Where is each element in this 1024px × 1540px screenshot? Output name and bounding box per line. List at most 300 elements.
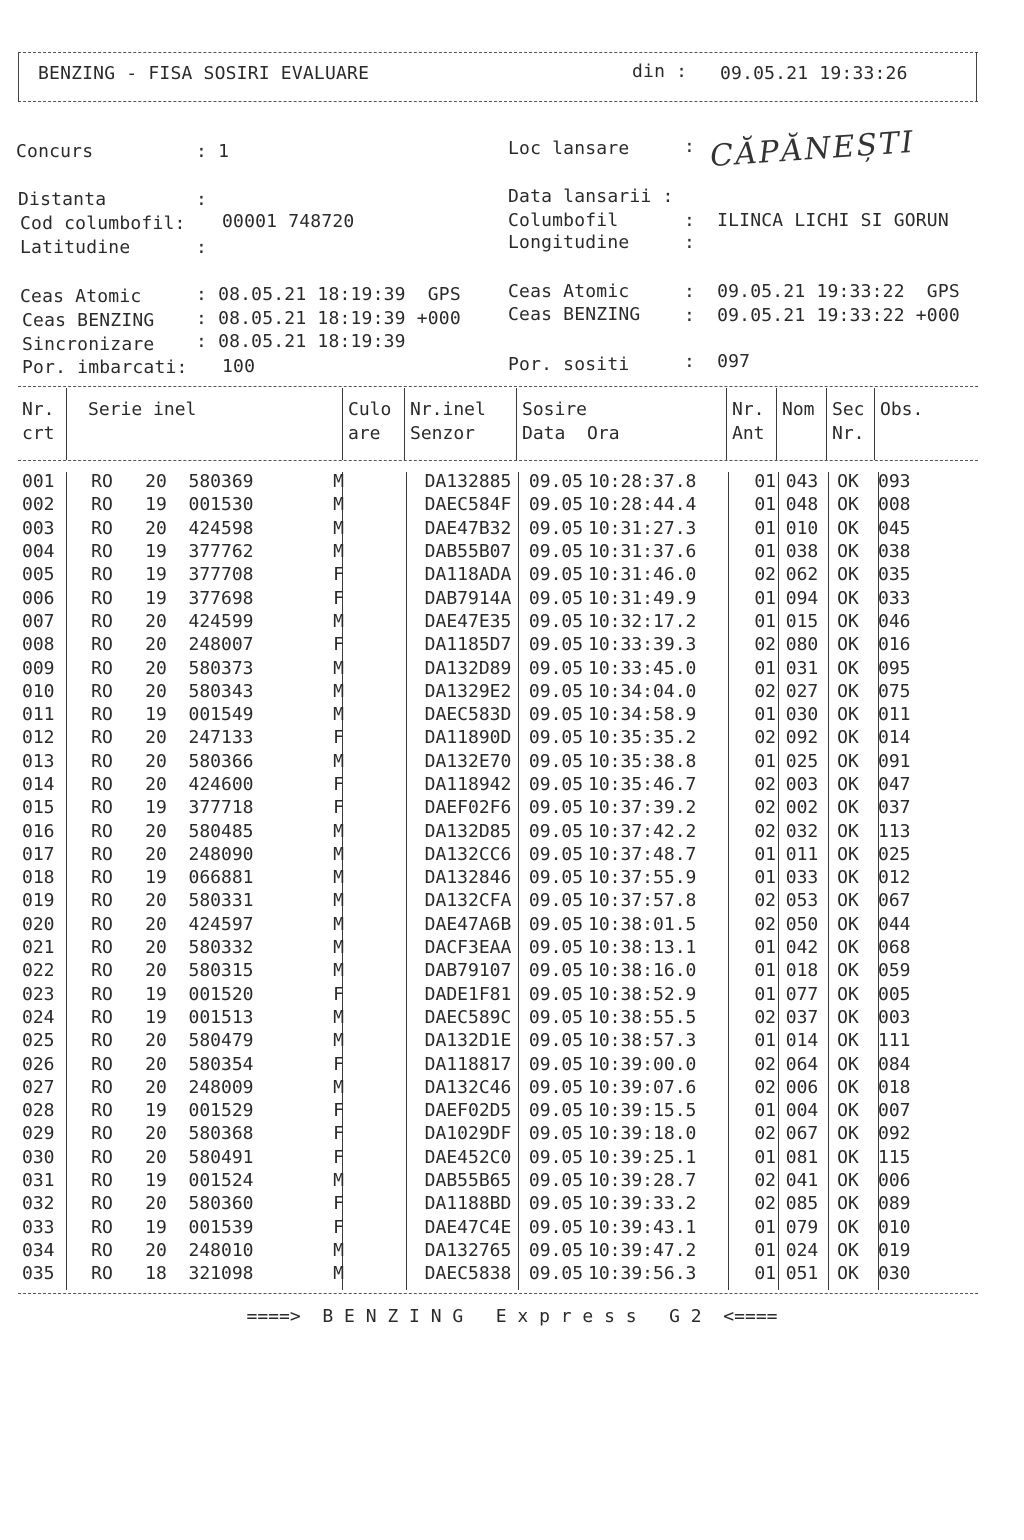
ring-year-cell: 19 xyxy=(145,564,167,586)
obs-cell: 008 xyxy=(878,494,911,516)
ring-year-cell: 20 xyxy=(145,727,167,749)
antenna-number-cell: 02 xyxy=(754,913,776,935)
sensor-ring-cell: DA118817 xyxy=(424,1053,512,1075)
sec-status-cell: OK xyxy=(837,797,859,819)
sincronizare-value: : 08.05.21 18:19:39 xyxy=(196,331,406,352)
col-header-nr-inel-senzor: Nr.inel Senzor xyxy=(410,399,486,444)
sensor-ring-cell: DA1185D7 xyxy=(424,634,512,656)
arrival-time-cell: 10:37:48.7 xyxy=(588,843,697,865)
longitudine-value: : xyxy=(684,232,696,253)
antenna-number-cell: 01 xyxy=(754,1216,776,1238)
ring-country-cell: RO xyxy=(91,1263,113,1285)
row-number-cell: 014 xyxy=(22,774,55,795)
color-cell xyxy=(348,819,412,842)
table-row xyxy=(18,586,958,609)
arrival-time-cell: 10:35:38.8 xyxy=(588,750,697,772)
obs-cell: 093 xyxy=(878,471,911,493)
color-cell xyxy=(348,726,412,749)
distanta-label: Distanta xyxy=(18,189,107,210)
sex-cell: F xyxy=(333,1123,344,1145)
ring-country-cell: RO xyxy=(91,727,113,749)
table-row xyxy=(18,1122,958,1145)
sex-cell: M xyxy=(333,610,344,632)
ring-year-cell: 20 xyxy=(145,750,167,772)
sensor-ring-cell: DA132CFA xyxy=(424,890,512,912)
sensor-ring-cell: DACF3EAA xyxy=(424,937,512,959)
sex-cell: M xyxy=(333,867,344,889)
arrival-time-cell: 10:33:45.0 xyxy=(588,657,697,679)
ring-year-cell: 20 xyxy=(145,843,167,865)
header-right-edge xyxy=(976,52,977,102)
ring-country-cell: RO xyxy=(91,867,113,889)
color-cell xyxy=(348,1262,412,1285)
ceas-benzing-right-value: : 09.05.21 19:33:22 +000 xyxy=(684,305,960,326)
sex-cell: F xyxy=(333,634,344,656)
arrival-date-cell: 09.05 xyxy=(528,983,584,1005)
arrival-time-cell: 10:31:49.9 xyxy=(588,587,697,609)
antenna-number-cell: 02 xyxy=(754,1123,776,1145)
ring-number-cell: 001530 xyxy=(188,494,254,516)
arrival-date-cell: 09.05 xyxy=(528,680,584,702)
sec-status-cell: OK xyxy=(837,541,859,563)
obs-cell: 037 xyxy=(878,797,911,819)
row-number-cell: 029 xyxy=(22,1123,55,1145)
color-cell xyxy=(348,796,412,819)
arrival-date-cell: 09.05 xyxy=(528,1193,584,1215)
columbofil-label: Columbofil xyxy=(508,210,619,231)
ring-country-cell: RO xyxy=(91,774,113,795)
arrival-date-cell: 09.05 xyxy=(528,610,584,632)
arrival-date-cell: 09.05 xyxy=(528,774,584,795)
arrivals-table xyxy=(18,470,958,1285)
sensor-ring-cell: DAEC583D xyxy=(424,704,512,726)
col-header-nr-ant: Nr. Ant xyxy=(732,399,765,444)
arrival-date-cell: 09.05 xyxy=(528,1123,584,1145)
arrival-time-cell: 10:33:39.3 xyxy=(588,634,697,656)
antenna-number-cell: 01 xyxy=(754,610,776,632)
sec-status-cell: OK xyxy=(837,960,859,982)
antenna-number-cell: 02 xyxy=(754,634,776,656)
ring-country-cell: RO xyxy=(91,517,113,539)
sensor-ring-cell: DAB55B07 xyxy=(424,541,512,563)
sensor-ring-cell: DAEC589C xyxy=(424,1006,512,1028)
antenna-number-cell: 01 xyxy=(754,960,776,982)
obs-cell: 033 xyxy=(878,587,911,609)
color-cell xyxy=(348,750,412,773)
obs-cell: 003 xyxy=(878,1006,911,1028)
arrival-date-cell: 09.05 xyxy=(528,1146,584,1168)
ring-number-cell: 248090 xyxy=(188,843,254,865)
loc-lansare-colon: : xyxy=(684,136,696,157)
ring-year-cell: 20 xyxy=(145,913,167,935)
sensor-ring-cell: DA132D89 xyxy=(424,657,512,679)
sensor-ring-cell: DAE47A6B xyxy=(424,913,512,935)
color-cell xyxy=(348,1146,412,1169)
ring-country-cell: RO xyxy=(91,1006,113,1028)
nom-cell: 030 xyxy=(785,704,819,726)
row-number-cell: 021 xyxy=(22,937,55,959)
ring-number-cell: 001549 xyxy=(188,704,254,726)
sec-status-cell: OK xyxy=(837,704,859,726)
ring-number-cell: 001539 xyxy=(188,1216,254,1238)
color-cell xyxy=(348,1076,412,1099)
arrival-time-cell: 10:39:43.1 xyxy=(588,1216,697,1238)
sex-cell: F xyxy=(333,797,344,819)
ring-country-cell: RO xyxy=(91,541,113,563)
sex-cell: M xyxy=(333,1170,344,1192)
ring-number-cell: 580331 xyxy=(188,890,254,912)
arrival-time-cell: 10:32:17.2 xyxy=(588,610,697,632)
sec-status-cell: OK xyxy=(837,983,859,1005)
antenna-number-cell: 01 xyxy=(754,1146,776,1168)
ring-number-cell: 580315 xyxy=(188,960,254,982)
col-header-obs: Obs. xyxy=(880,399,924,420)
sensor-ring-cell: DA1029DF xyxy=(424,1123,512,1145)
sensor-ring-cell: DA132CC6 xyxy=(424,843,512,865)
nom-cell: 006 xyxy=(785,1076,819,1098)
sec-status-cell: OK xyxy=(837,587,859,609)
obs-cell: 014 xyxy=(878,727,911,749)
obs-cell: 018 xyxy=(878,1076,911,1098)
sec-status-cell: OK xyxy=(837,1170,859,1192)
antenna-number-cell: 01 xyxy=(754,867,776,889)
arrival-time-cell: 10:39:18.0 xyxy=(588,1123,697,1145)
ring-number-cell: 580343 xyxy=(188,680,254,702)
color-cell xyxy=(348,680,412,703)
row-number-cell: 027 xyxy=(22,1076,55,1098)
antenna-number-cell: 02 xyxy=(754,1193,776,1215)
obs-cell: 047 xyxy=(878,774,911,795)
sec-status-cell: OK xyxy=(837,1076,859,1098)
sex-cell: M xyxy=(333,1030,344,1052)
ring-country-cell: RO xyxy=(91,983,113,1005)
sex-cell: M xyxy=(333,704,344,726)
sec-status-cell: OK xyxy=(837,1030,859,1052)
ceas-atomic-left-label: Ceas Atomic xyxy=(20,286,142,307)
ring-country-cell: RO xyxy=(91,1170,113,1192)
color-cell xyxy=(348,936,412,959)
row-number-cell: 035 xyxy=(22,1263,55,1285)
data-lansarii-label: Data lansarii : xyxy=(508,186,674,207)
ring-number-cell: 377762 xyxy=(188,541,254,563)
sensor-ring-cell: DA132885 xyxy=(424,471,512,493)
sex-cell: M xyxy=(333,843,344,865)
ring-year-cell: 19 xyxy=(145,541,167,563)
obs-cell: 045 xyxy=(878,517,911,539)
ring-year-cell: 20 xyxy=(145,1123,167,1145)
sensor-ring-cell: DAB55B65 xyxy=(424,1170,512,1192)
sex-cell: M xyxy=(333,657,344,679)
arrival-date-cell: 09.05 xyxy=(528,797,584,819)
sensor-ring-cell: DADE1F81 xyxy=(424,983,512,1005)
row-number-cell: 015 xyxy=(22,797,55,819)
color-cell xyxy=(348,889,412,912)
table-row xyxy=(18,959,958,982)
obs-cell: 019 xyxy=(878,1239,911,1261)
ring-country-cell: RO xyxy=(91,1100,113,1122)
sex-cell: M xyxy=(333,1076,344,1098)
sex-cell: M xyxy=(333,937,344,959)
col-header-nr-crt: Nr. crt xyxy=(22,399,55,444)
obs-cell: 089 xyxy=(878,1193,911,1215)
sex-cell: F xyxy=(333,564,344,586)
row-number-cell: 025 xyxy=(22,1030,55,1052)
color-cell xyxy=(348,633,412,656)
sincronizare-label: Sincronizare xyxy=(22,334,155,355)
color-cell xyxy=(348,1099,412,1122)
ring-year-cell: 19 xyxy=(145,587,167,609)
ceas-atomic-right-value: : 09.05.21 19:33:22 GPS xyxy=(684,281,960,302)
sec-status-cell: OK xyxy=(837,750,859,772)
arrival-time-cell: 10:38:55.5 xyxy=(588,1006,697,1028)
arrival-date-cell: 09.05 xyxy=(528,1100,584,1122)
ring-number-cell: 580368 xyxy=(188,1123,254,1145)
antenna-number-cell: 01 xyxy=(754,750,776,772)
arrival-date-cell: 09.05 xyxy=(528,867,584,889)
sensor-ring-cell: DAEC5838 xyxy=(424,1263,512,1285)
row-number-cell: 002 xyxy=(22,494,55,516)
table-row xyxy=(18,1239,958,1262)
ring-year-cell: 19 xyxy=(145,1170,167,1192)
nom-cell: 032 xyxy=(785,820,819,842)
arrival-time-cell: 10:34:04.0 xyxy=(588,680,697,702)
sex-cell: F xyxy=(333,774,344,795)
ring-number-cell: 580366 xyxy=(188,750,254,772)
arrival-time-cell: 10:39:28.7 xyxy=(588,1170,697,1192)
obs-cell: 046 xyxy=(878,610,911,632)
ring-number-cell: 066881 xyxy=(188,867,254,889)
ring-country-cell: RO xyxy=(91,704,113,726)
table-row xyxy=(18,540,958,563)
row-number-cell: 009 xyxy=(22,657,55,679)
color-cell xyxy=(348,1169,412,1192)
antenna-number-cell: 02 xyxy=(754,727,776,749)
table-row xyxy=(18,1146,958,1169)
row-number-cell: 003 xyxy=(22,517,55,539)
ring-number-cell: 580369 xyxy=(188,471,254,493)
nom-cell: 018 xyxy=(785,960,819,982)
latitudine-label: Latitudine xyxy=(20,237,131,258)
table-row xyxy=(18,1262,958,1285)
sex-cell: F xyxy=(333,1100,344,1122)
ring-number-cell: 580485 xyxy=(188,820,254,842)
sensor-ring-cell: DAEF02F6 xyxy=(424,797,512,819)
longitudine-label: Longitudine xyxy=(508,232,630,253)
color-cell xyxy=(348,1006,412,1029)
row-number-cell: 022 xyxy=(22,960,55,982)
ring-country-cell: RO xyxy=(91,1123,113,1145)
arrival-date-cell: 09.05 xyxy=(528,890,584,912)
sex-cell: M xyxy=(333,1263,344,1285)
color-cell xyxy=(348,493,412,516)
por-sositi-label: Por. sositi xyxy=(508,354,630,375)
loc-lansare-handwritten: CĂPĂNEȘTI xyxy=(709,124,917,175)
sex-cell: M xyxy=(333,471,344,493)
concurs-value: : 1 xyxy=(196,141,230,162)
arrival-date-cell: 09.05 xyxy=(528,704,584,726)
color-cell xyxy=(348,913,412,936)
nom-cell: 051 xyxy=(785,1263,819,1285)
sec-status-cell: OK xyxy=(837,1006,859,1028)
row-number-cell: 028 xyxy=(22,1100,55,1122)
arrival-date-cell: 09.05 xyxy=(528,1239,584,1261)
sensor-ring-cell: DA11890D xyxy=(424,727,512,749)
arrival-time-cell: 10:39:00.0 xyxy=(588,1053,697,1075)
ring-number-cell: 247133 xyxy=(188,727,254,749)
table-row xyxy=(18,796,958,819)
antenna-number-cell: 02 xyxy=(754,890,776,912)
nom-cell: 003 xyxy=(785,774,819,795)
nom-cell: 014 xyxy=(785,1030,819,1052)
arrival-date-cell: 09.05 xyxy=(528,1216,584,1238)
ring-number-cell: 580360 xyxy=(188,1193,254,1215)
table-row xyxy=(18,1029,958,1052)
color-cell xyxy=(348,517,412,540)
sec-status-cell: OK xyxy=(837,1263,859,1285)
col-separator xyxy=(66,388,67,460)
antenna-number-cell: 01 xyxy=(754,1100,776,1122)
row-number-cell: 006 xyxy=(22,587,55,609)
sensor-ring-cell: DA118ADA xyxy=(424,564,512,586)
arrival-time-cell: 10:38:52.9 xyxy=(588,983,697,1005)
ring-number-cell: 377708 xyxy=(188,564,254,586)
col-header-nom: Nom xyxy=(782,399,815,420)
sec-status-cell: OK xyxy=(837,1053,859,1075)
ring-country-cell: RO xyxy=(91,1146,113,1168)
ring-country-cell: RO xyxy=(91,1053,113,1075)
antenna-number-cell: 01 xyxy=(754,1239,776,1261)
ring-country-cell: RO xyxy=(91,564,113,586)
sex-cell: M xyxy=(333,1239,344,1261)
ring-country-cell: RO xyxy=(91,913,113,935)
ring-number-cell: 248007 xyxy=(188,634,254,656)
ring-country-cell: RO xyxy=(91,657,113,679)
table-row xyxy=(18,633,958,656)
ring-number-cell: 248009 xyxy=(188,1076,254,1098)
row-number-cell: 001 xyxy=(22,471,55,493)
obs-cell: 115 xyxy=(878,1146,911,1168)
sex-cell: F xyxy=(333,727,344,749)
sec-status-cell: OK xyxy=(837,867,859,889)
arrival-date-cell: 09.05 xyxy=(528,843,584,865)
ring-year-cell: 19 xyxy=(145,983,167,1005)
arrival-time-cell: 10:28:44.4 xyxy=(588,494,697,516)
ring-year-cell: 20 xyxy=(145,774,167,795)
concurs-label: Concurs xyxy=(16,141,94,162)
row-number-cell: 004 xyxy=(22,541,55,563)
table-row xyxy=(18,936,958,959)
arrival-date-cell: 09.05 xyxy=(528,517,584,539)
arrival-date-cell: 09.05 xyxy=(528,1263,584,1285)
color-cell xyxy=(348,843,412,866)
arrival-date-cell: 09.05 xyxy=(528,1076,584,1098)
ring-country-cell: RO xyxy=(91,1076,113,1098)
antenna-number-cell: 02 xyxy=(754,1170,776,1192)
nom-cell: 024 xyxy=(785,1239,819,1261)
ring-number-cell: 321098 xyxy=(188,1263,254,1285)
ring-year-cell: 20 xyxy=(145,890,167,912)
color-cell xyxy=(348,1192,412,1215)
col-header-sec-nr: Sec Nr. xyxy=(832,399,865,444)
ring-year-cell: 20 xyxy=(145,657,167,679)
table-header-bottom-rule xyxy=(18,460,978,461)
ring-country-cell: RO xyxy=(91,680,113,702)
table-row xyxy=(18,913,958,936)
nom-cell: 048 xyxy=(785,494,819,516)
color-cell xyxy=(348,866,412,889)
row-number-cell: 011 xyxy=(22,704,55,726)
antenna-number-cell: 01 xyxy=(754,937,776,959)
ring-year-cell: 19 xyxy=(145,797,167,819)
ring-country-cell: RO xyxy=(91,1239,113,1261)
col-separator xyxy=(874,388,875,460)
row-number-cell: 013 xyxy=(22,750,55,772)
arrival-time-cell: 10:31:37.6 xyxy=(588,541,697,563)
sex-cell: M xyxy=(333,890,344,912)
arrival-date-cell: 09.05 xyxy=(528,471,584,493)
sheet-title: BENZING - FISA SOSIRI EVALUARE xyxy=(38,63,370,84)
columbofil-value: : ILINCA LICHI SI GORUN xyxy=(684,210,949,231)
row-number-cell: 019 xyxy=(22,890,55,912)
row-number-cell: 017 xyxy=(22,843,55,865)
antenna-number-cell: 02 xyxy=(754,1076,776,1098)
antenna-number-cell: 01 xyxy=(754,843,776,865)
sex-cell: M xyxy=(333,541,344,563)
color-cell xyxy=(348,1216,412,1239)
sec-status-cell: OK xyxy=(837,937,859,959)
table-row xyxy=(18,773,958,796)
header-bottom-border xyxy=(18,101,978,102)
ring-country-cell: RO xyxy=(91,797,113,819)
arrival-date-cell: 09.05 xyxy=(528,564,584,586)
ring-country-cell: RO xyxy=(91,610,113,632)
sec-status-cell: OK xyxy=(837,727,859,749)
sec-status-cell: OK xyxy=(837,610,859,632)
table-row xyxy=(18,726,958,749)
color-cell xyxy=(348,1122,412,1145)
sex-cell: M xyxy=(333,517,344,539)
color-cell xyxy=(348,959,412,982)
row-number-cell: 023 xyxy=(22,983,55,1005)
ring-number-cell: 580479 xyxy=(188,1030,254,1052)
table-row xyxy=(18,610,958,633)
arrival-time-cell: 10:37:55.9 xyxy=(588,867,697,889)
distanta-value: : xyxy=(196,189,208,210)
din-label: din : xyxy=(632,61,688,82)
sec-status-cell: OK xyxy=(837,494,859,516)
sensor-ring-cell: DA1329E2 xyxy=(424,680,512,702)
antenna-number-cell: 01 xyxy=(754,657,776,679)
color-cell xyxy=(348,586,412,609)
arrival-date-cell: 09.05 xyxy=(528,587,584,609)
col-separator xyxy=(826,388,827,460)
color-cell xyxy=(348,470,412,493)
ring-number-cell: 377698 xyxy=(188,587,254,609)
row-number-cell: 010 xyxy=(22,680,55,702)
ring-year-cell: 20 xyxy=(145,517,167,539)
sex-cell: M xyxy=(333,680,344,702)
color-cell xyxy=(348,703,412,726)
ring-year-cell: 20 xyxy=(145,634,167,656)
col-separator xyxy=(404,388,405,460)
sec-status-cell: OK xyxy=(837,1123,859,1145)
ring-year-cell: 20 xyxy=(145,1239,167,1261)
ceas-benzing-left-label: Ceas BENZING xyxy=(22,310,155,331)
ring-year-cell: 19 xyxy=(145,1100,167,1122)
arrival-date-cell: 09.05 xyxy=(528,1053,584,1075)
table-row xyxy=(18,843,958,866)
ring-number-cell: 001520 xyxy=(188,983,254,1005)
